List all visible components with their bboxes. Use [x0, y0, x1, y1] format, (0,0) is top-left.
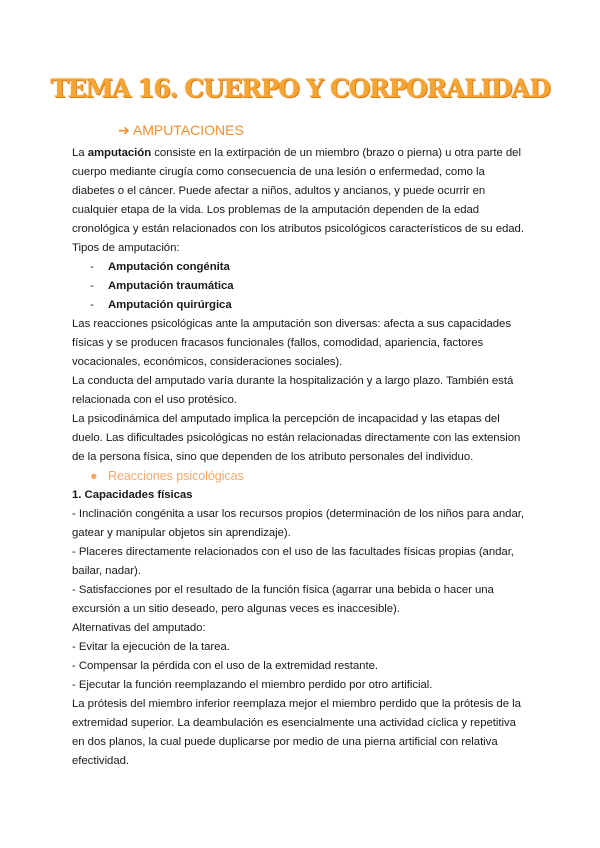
list-item — [72, 277, 530, 296]
text-line: - Satisfacciones por el resultado de la función física (agarrar una bebida o hacer una excursión a un sitio deseado, pero algunas veces es inaccesible). — [72, 584, 494, 615]
dash-bullet: - — [90, 261, 94, 273]
text-line: - Compensar la pérdida con el uso de la extremidad restante. — [72, 660, 378, 672]
conduct-paragraph: La conducta del amputado varía durante la hospitalización y a largo plazo. También está relacionada con el uso protésico. — [72, 375, 514, 406]
text-line: - Placeres directamente relacionados con el uso de las facultades físicas propias (andar, bailar, nadar). — [72, 546, 514, 577]
reactions-paragraph: Las reacciones psicológicas ante la amputación son diversas: afecta a sus capacidades físicas y se producen fracasos funcionales (fallos, comodidad, apariencia, factores vocacionales, económicos, consideraciones sociales). — [72, 318, 511, 368]
list-item-label: Amputación congénita — [108, 261, 230, 273]
text-line: Alternativas del amputado: — [72, 622, 206, 634]
intro-paragraph — [72, 144, 530, 239]
physical-capacities-heading: 1. Capacidades físicas — [72, 489, 193, 501]
types-label: Tipos de amputación: — [72, 242, 180, 254]
dash-bullet: - — [90, 299, 94, 311]
dash-bullet: - — [90, 280, 94, 292]
intro-text-start: La — [72, 147, 88, 159]
document-body — [72, 144, 530, 771]
intro-text-rest: consiste en la extirpación de un miembro (brazo o pierna) u otra parte del cuerpo mediante cirugía como consecuencia de una lesión o enfermedad, como la diabetes o el cáncer. Puede afectar a niños, adultos y ancianos, y puede ocurrir en cualquier etapa de la vida. Los problemas de la amputación dependen de la edad cronológica y están relacionados con los atributos psicológicos característicos de su edad. — [72, 147, 524, 235]
psychodynamics-paragraph: La psicodinámica del amputado implica la percepción de incapacidad y las etapas del duelo. Las dificultades psicológicas no están relacionadas directamente con las extension de la persona física, sino que dependen de los atributo personales del individuo. — [72, 413, 521, 463]
reactions-subheading-label: Reacciones psicológicas — [108, 469, 244, 483]
amputation-types-list — [72, 258, 530, 315]
text-line: La prótesis del miembro inferior reemplaza mejor el miembro perdido que la prótesis de la extremidad superior. La deambulación es esencialmente una actividad cíclica y repetitiva en dos planos, la cual puede duplicarse por medio de una pierna artificial con relativa efectividad. — [72, 698, 521, 767]
section-heading — [118, 122, 244, 139]
text-line: - Ejecutar la función reemplazando el miembro perdido por otro artificial. — [72, 679, 433, 691]
list-item-label: Amputación quirúrgica — [108, 299, 232, 311]
list-item-label: Amputación traumática — [108, 280, 234, 292]
amputation-term: amputación — [87, 147, 152, 159]
text-line: - Evitar la ejecución de la tarea. — [72, 641, 230, 653]
text-line: - Inclinación congénita a usar los recursos propios (determinación de los niños para andar, gatear y manipular objetos sin aprendizaje). — [72, 508, 524, 539]
reactions-subheading — [72, 467, 530, 486]
arrow-right-icon: ➔ — [118, 122, 130, 138]
list-item — [72, 258, 530, 277]
section-heading-label: AMPUTACIONES — [132, 122, 244, 138]
list-item — [72, 296, 530, 315]
bullet-dot-icon: ● — [90, 469, 98, 483]
page-title: TEMA 16. CUERPO Y CORPORALIDAD — [50, 74, 550, 103]
